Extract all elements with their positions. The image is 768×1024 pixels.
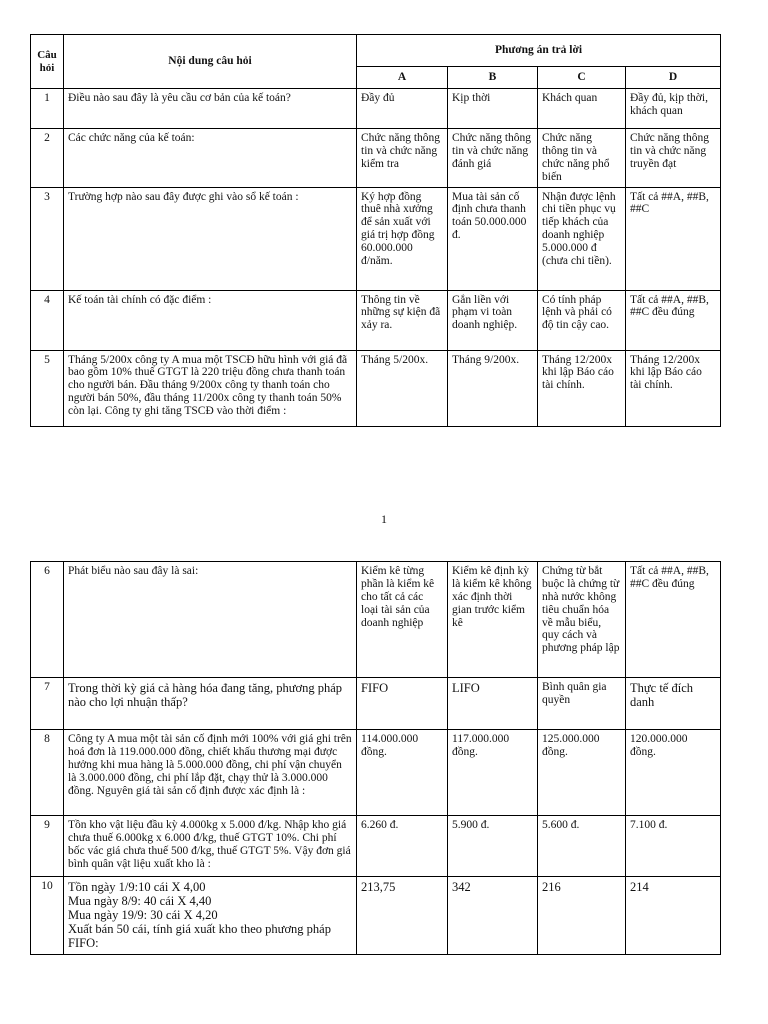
question-table-page-1: [30, 34, 721, 427]
option-d: Chức năng thông tin và chức năng truyền đạt: [626, 129, 721, 188]
option-b: Chức năng thông tin và chức năng đánh giá: [448, 129, 538, 188]
option-c: 216: [538, 877, 626, 955]
option-b: Kịp thời: [448, 89, 538, 129]
question-text: Phát biểu nào sau đây là sai:: [64, 562, 357, 678]
table-row: [31, 562, 721, 678]
question-text: Công ty A mua một tài sản cố định mới 100% với giá ghi trên hoá đơn là 119.000.000 đồng, chiết khấu thương mại được hưởng khi mua hàng là 5.000.000 đồng, chi phí vận chuyển là 3.000.000 đồng, chi phí lắp đặt, chạy thử là 3.000.000 đồng. Nguyên giá tài sản cố định được xác định là :: [64, 730, 357, 816]
question-text: Tồn kho vật liệu đầu kỳ 4.000kg x 5.000 đ/kg. Nhập kho giá chưa thuế 6.000kg x 6.000 đ/kg, thuế GTGT 10%. Chi phí bốc vác giá chưa thuế 500 đ/kg, thuế GTGT 5%. Vậy đơn giá bình quân vật liệu xuất kho là :: [64, 816, 357, 877]
option-d: 214: [626, 877, 721, 955]
option-a: 6.260 đ.: [357, 816, 448, 877]
question-text: Trường hợp nào sau đây được ghi vào sổ kế toán :: [64, 187, 357, 290]
table-row: [31, 816, 721, 877]
option-c: 125.000.000 đồng.: [538, 730, 626, 816]
option-d: Tháng 12/200x khi lập Báo cáo tài chính.: [626, 350, 721, 426]
question-number: 3: [31, 187, 64, 290]
option-a: 213,75: [357, 877, 448, 955]
option-b: Gắn liền với phạm vi toàn doanh nghiệp.: [448, 290, 538, 350]
option-c: Chứng từ bắt buộc là chứng từ nhà nước không tiêu chuẩn hóa về mẫu biểu, quy cách và phương pháp lập: [538, 562, 626, 678]
table-row: [31, 350, 721, 426]
option-b: LIFO: [448, 678, 538, 730]
question-number: 5: [31, 350, 64, 426]
question-text: Điều nào sau đây là yêu cầu cơ bản của kế toán?: [64, 89, 357, 129]
question-number: 2: [31, 129, 64, 188]
option-b: Tháng 9/200x.: [448, 350, 538, 426]
option-a: Thông tin về những sự kiện đã xảy ra.: [357, 290, 448, 350]
header-option-c: C: [538, 67, 626, 89]
header-option-b: B: [448, 67, 538, 89]
question-number: 4: [31, 290, 64, 350]
option-d: Đầy đủ, kịp thời, khách quan: [626, 89, 721, 129]
question-number: 1: [31, 89, 64, 129]
header-question-number: Câu hỏi: [31, 35, 64, 89]
option-d: 7.100 đ.: [626, 816, 721, 877]
question-text: Tháng 5/200x công ty A mua một TSCĐ hữu hình với giá đã bao gồm 10% thuế GTGT là 220 triệu đồng chưa thanh toán cho người bán. Đầu tháng 9/200x công ty thanh toán cho người bán 50%, đầu tháng 11/200x công ty thanh toán 50% còn lại. Công ty ghi tăng TSCĐ vào thời điểm :: [64, 350, 357, 426]
option-b: 5.900 đ.: [448, 816, 538, 877]
question-table-page-2: [30, 561, 721, 955]
question-line: Tồn ngày 1/9:10 cái X 4,00: [68, 880, 206, 894]
option-a: Tháng 5/200x.: [357, 350, 448, 426]
option-d: Tất cả ##A, ##B, ##C đều đúng: [626, 290, 721, 350]
question-line: Xuất bán 50 cái, tính giá xuất kho theo phương pháp FIFO:: [68, 922, 331, 950]
question-text: [64, 877, 357, 955]
table-row: [31, 129, 721, 188]
option-b: Mua tài sản cố định chưa thanh toán 50.000.000 đ.: [448, 187, 538, 290]
option-c: Nhận được lệnh chi tiền phục vụ tiếp khách của doanh nghiệp 5.000.000 đ (chưa chi tiền).: [538, 187, 626, 290]
option-a: Kiểm kê từng phần là kiểm kê cho tất cả các loại tài sản của doanh nghiệp: [357, 562, 448, 678]
option-d: Tất cả ##A, ##B, ##C: [626, 187, 721, 290]
header-option-d: D: [626, 67, 721, 89]
option-a: Chức năng thông tin và chức năng kiểm tra: [357, 129, 448, 188]
table-row: [31, 290, 721, 350]
question-text: Kế toán tài chính có đặc điểm :: [64, 290, 357, 350]
option-b: 117.000.000 đồng.: [448, 730, 538, 816]
question-line: Mua ngày 19/9: 30 cái X 4,20: [68, 908, 218, 922]
option-c: Chức năng thông tin và chức năng phổ biến: [538, 129, 626, 188]
option-a: FIFO: [357, 678, 448, 730]
header-question-content: Nội dung câu hỏi: [64, 35, 357, 89]
page-number: 1: [381, 512, 387, 526]
table-row: [31, 187, 721, 290]
table-row: [31, 730, 721, 816]
question-text: Các chức năng của kế toán:: [64, 129, 357, 188]
table-row: [31, 678, 721, 730]
option-d: Tất cả ##A, ##B, ##C đều đúng: [626, 562, 721, 678]
option-a: Đầy đủ: [357, 89, 448, 129]
table-row: [31, 89, 721, 129]
question-number: 8: [31, 730, 64, 816]
option-c: 5.600 đ.: [538, 816, 626, 877]
question-number: 7: [31, 678, 64, 730]
option-a: Ký hợp đồng thuê nhà xưởng để sản xuất với giá trị hợp đồng 60.000.000 đ/năm.: [357, 187, 448, 290]
table-row: [31, 877, 721, 955]
option-c: Có tính pháp lệnh và phải có độ tin cậy cao.: [538, 290, 626, 350]
option-a: 114.000.000 đồng.: [357, 730, 448, 816]
option-d: Thực tế đích danh: [626, 678, 721, 730]
option-c: Tháng 12/200x khi lập Báo cáo tài chính.: [538, 350, 626, 426]
header-answer-options: Phương án trả lời: [357, 35, 721, 67]
option-b: 342: [448, 877, 538, 955]
question-number: 9: [31, 816, 64, 877]
question-number: 10: [31, 877, 64, 955]
header-option-a: A: [357, 67, 448, 89]
question-text: Trong thời kỳ giá cả hàng hóa đang tăng, phương pháp nào cho lợi nhuận thấp?: [64, 678, 357, 730]
option-c: Bình quân gia quyền: [538, 678, 626, 730]
question-number: 6: [31, 562, 64, 678]
option-c: Khách quan: [538, 89, 626, 129]
option-b: Kiểm kê định kỳ là kiểm kê không xác định thời gian trước kiểm kê: [448, 562, 538, 678]
option-d: 120.000.000 đồng.: [626, 730, 721, 816]
question-line: Mua ngày 8/9: 40 cái X 4,40: [68, 894, 212, 908]
